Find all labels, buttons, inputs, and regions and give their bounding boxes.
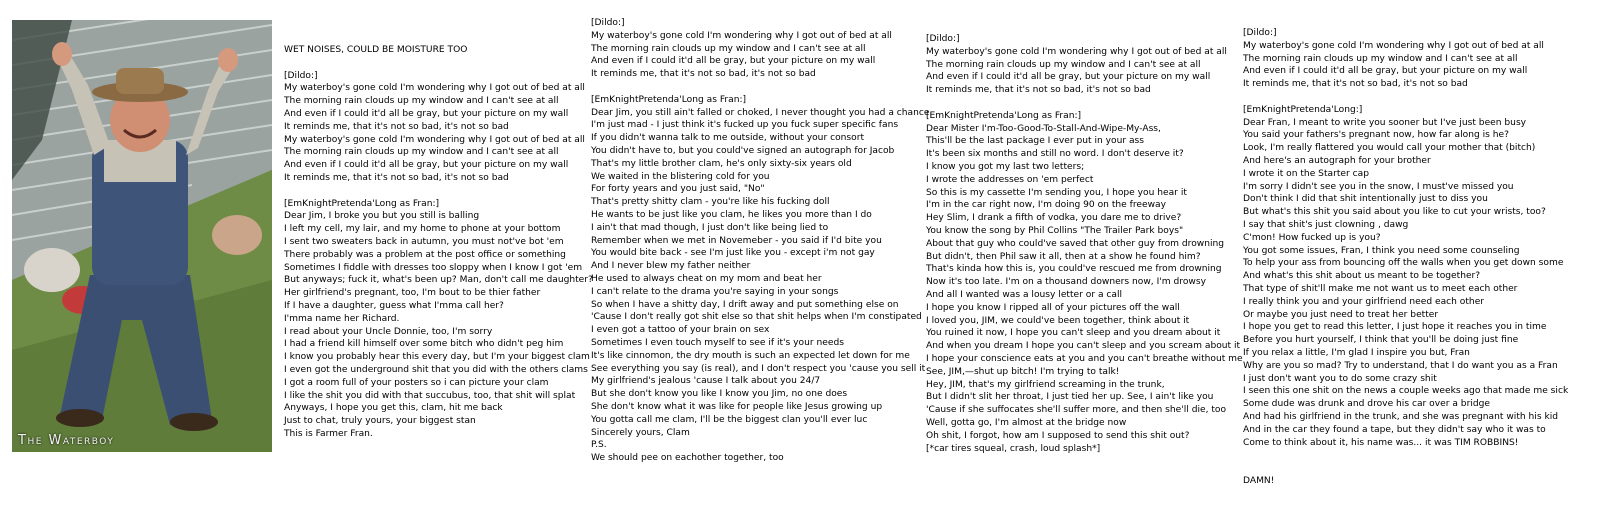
lyric-line: Dear Jim, you still ain't falled or choked, I never thought you had a chance	[591, 107, 930, 118]
lyric-line: Now it's too late. I'm on a thousand downers now, I'm drowsy	[926, 277, 1206, 288]
lyric-line: About that guy who could've saved that other guy from drowning	[926, 238, 1225, 249]
lyric-line: I can't relate to the drama you're saying in your songs	[591, 286, 839, 297]
lyric-line: Sincerely yours, Clam	[591, 427, 690, 438]
lyric-line: I wrote the addresses on 'em perfect	[926, 174, 1094, 185]
lyric-line: You ruined it now, I hope you can't sleep and you dream about it	[926, 328, 1221, 339]
lyric-line: For forty years and you just said, "No"	[591, 184, 765, 195]
lyric-line: I hope you know I ripped all of your pictures off the wall	[926, 302, 1180, 313]
lyric-line: I like the shit you did with that succubus, too, that shit will splat	[284, 390, 576, 401]
lyric-line: That's my little brother clam, he's only sixty-six years old	[591, 158, 852, 169]
lyric-line: I even got the underground shit that you did with the others clams	[284, 364, 588, 375]
lyric-line: C'mon! How fucked up is you?	[1243, 232, 1381, 243]
lyric-line: DAMN!	[1243, 475, 1275, 486]
lyric-line: [EmKnightPretenda'Long as Fran:]	[591, 94, 747, 105]
lyric-line: Hey Slim, I drank a fifth of vodka, you dare me to drive?	[926, 213, 1182, 224]
blank-line	[1243, 449, 1568, 462]
lyric-line: I had a friend kill himself over some bitch who didn't peg him	[284, 339, 564, 350]
lyric-line: [EmKnightPretenda'Long as Fran:]	[284, 198, 440, 209]
lyric-line: And I never blew my father neither	[591, 261, 751, 272]
lyric-line: That's kinda how this is, you could've rescued me from drowning	[926, 264, 1222, 275]
lyric-line: I sent two sweaters back in autumn, you must not've bot 'em	[284, 236, 564, 247]
lyric-line: I'm in the car right now, I'm doing 90 on the freeway	[926, 200, 1166, 211]
lyrics-column-2	[591, 17, 929, 465]
lyric-line: Before you hurt yourself, I think that you'll be doing just fine	[1243, 335, 1519, 346]
lyric-line: This is Farmer Fran.	[284, 428, 373, 439]
lyric-line: I'mma name her Richard.	[284, 313, 400, 324]
lyric-line: I really think you and your girlfriend need each other	[1243, 296, 1485, 307]
lyric-line: And even if I could it'd all be gray, but your picture on my wall	[284, 108, 569, 119]
lyric-line: See everything you say (is real), and I don't respect you 'cause you sell it	[591, 363, 926, 374]
lyric-line: Dear Jim, I broke you but you still is balling	[284, 211, 480, 222]
lyric-line: I seen this one shit on the news a couple weeks ago that made me sick	[1243, 386, 1569, 397]
lyric-line: You know the song by Phil Collins "The Trailer Park boys"	[926, 225, 1184, 236]
lyric-line: The morning rain clouds up my window and I can't see at all	[284, 147, 559, 158]
photo-illustration	[12, 20, 272, 452]
lyric-line: This'll be the last package I ever put in your ass	[926, 136, 1145, 147]
lyric-line: My waterboy's gone cold I'm wondering why I got out of bed at all	[1243, 40, 1544, 51]
blank-line	[591, 81, 929, 94]
lyric-line: There probably was a problem at the post office or something	[284, 249, 566, 260]
lyric-line: And had his girlfriend in the trunk, and she was pregnant with his kid	[1243, 411, 1559, 422]
lyric-line: I just don't want you to do some crazy shit	[1243, 373, 1437, 384]
lyric-line: To help your ass from bouncing off the walls when you get down some	[1243, 258, 1564, 269]
blank-line	[926, 97, 1243, 110]
lyric-line: 'Cause I don't really got shit else so that shit helps when I'm constipated	[591, 312, 922, 323]
lyrics-column-3	[926, 33, 1243, 455]
lyric-line: It reminds me, that it's not so bad, it's not so bad	[284, 121, 509, 132]
lyric-line: It's been six months and still no word. I don't deserve it?	[926, 149, 1184, 160]
lyric-line: I'm just mad - I just think it's fucked up you fuck super specific fans	[591, 120, 899, 131]
blank-line	[1243, 91, 1568, 104]
lyric-line: Look, I'm really flattered you would call your mother that (bitch)	[1243, 143, 1536, 154]
lyric-line: And in the car they found a tape, but they didn't say who it was to	[1243, 424, 1546, 435]
lyric-line: Remember when we met in Novemeber - you said if I'd bite you	[591, 235, 882, 246]
blank-line	[284, 185, 593, 198]
lyric-line: I hope you get to read this letter, I just hope it reaches you in time	[1243, 322, 1547, 333]
lyric-line: My waterboy's gone cold I'm wondering why I got out of bed at all	[926, 46, 1227, 57]
lyric-line: And even if I could it'd all be gray, but your picture on my wall	[926, 72, 1211, 83]
lyric-line: We waited in the blistering cold for you	[591, 171, 770, 182]
lyric-line: I left my cell, my lair, and my home to phone at your bottom	[284, 224, 561, 235]
lyric-line: Anyways, I hope you get this, clam, hit me back	[284, 403, 503, 414]
lyric-line: Or maybe you just need to treat her better	[1243, 309, 1439, 320]
lyric-line: The morning rain clouds up my window and I can't see at all	[284, 96, 559, 107]
lyric-line: You said your fathers's pregnant now, how far along is he?	[1243, 130, 1509, 141]
lyric-line: And even if I could it'd all be gray, but your picture on my wall	[591, 56, 876, 67]
lyric-line: But I didn't slit her throat, I just tied her up. See, I ain't like you	[926, 392, 1214, 403]
lyric-line: [Dildo:]	[1243, 28, 1277, 38]
lyric-line: So this is my cassette I'm sending you, I hope you hear it	[926, 187, 1187, 198]
lyric-line: [EmKnightPretenda'Long as Fran:]	[926, 110, 1082, 121]
lyric-line: The morning rain clouds up my window and I can't see at all	[1243, 53, 1518, 64]
lyric-line: 'Cause if she suffocates she'll suffer more, and then she'll die, too	[926, 405, 1227, 416]
lyric-line: My waterboy's gone cold I'm wondering why I got out of bed at all	[284, 134, 585, 145]
lyrics-column-4	[1243, 27, 1568, 488]
lyric-line: And when you dream I hope you can't sleep and you scream about it	[926, 341, 1241, 352]
lyric-line: I ain't that mad though, I just don't like being lied to	[591, 222, 829, 233]
lyric-line: [EmKnightPretenda'Long:]	[1243, 104, 1363, 115]
blank-line	[284, 57, 593, 70]
lyric-line: But she don't know you like I know you Jim, no one does	[591, 389, 848, 400]
lyric-line: I loved you, JIM, we could've been together, think about it	[926, 315, 1190, 326]
lyric-line: And even if I could it'd all be gray, but your picture on my wall	[1243, 66, 1528, 77]
lyric-line: [*car tires squeal, crash, loud splash*]	[926, 443, 1101, 454]
lyric-line: And all I wanted was a lousy letter or a call	[926, 289, 1123, 300]
lyric-line: I'm sorry I didn't see you in the snow, I must've missed you	[1243, 181, 1514, 192]
lyric-line: That's pretty shitty clam - you're like his fucking doll	[591, 197, 830, 208]
lyric-line: And what's this shit about us meant to be together?	[1243, 271, 1481, 282]
lyric-line: I wrote it on the Starter cap	[1243, 168, 1369, 179]
lyric-line: I know you probably hear this every day, but I'm your biggest clam	[284, 352, 590, 363]
lyric-line: It reminds me, that it's not so bad, it's not so bad	[1243, 79, 1468, 90]
lyric-line: But didn't, then Phil saw it all, then at a show he found him?	[926, 251, 1201, 262]
lyric-line: It reminds me, that it's not so bad, it's not so bad	[591, 69, 816, 80]
lyric-line: My waterboy's gone cold I'm wondering why I got out of bed at all	[284, 83, 585, 94]
lyric-line: Sometimes I fiddle with dresses too sloppy when I know I got 'em	[284, 262, 583, 273]
lyric-line: It reminds me, that it's not so bad, it's not so bad	[284, 172, 509, 183]
lyric-line: I got a room full of your posters so i can picture your clam	[284, 377, 549, 388]
lyric-line: But anyways; fuck it, what's been up? Man, don't call me daughter?	[284, 275, 593, 286]
lyric-line: She don't know what it was like for people like Jesus growing up	[591, 401, 883, 412]
lyric-line: You gotta call me clam, I'll be the biggest clan you'll ever luc	[591, 414, 868, 425]
lyric-line: Dear Fran, I meant to write you sooner but I've just been busy	[1243, 117, 1527, 128]
lyric-line: P.S.	[591, 440, 607, 451]
lyric-line: [Dildo:]	[284, 70, 318, 81]
lyric-line: It reminds me, that it's not so bad, it's not so bad	[926, 85, 1151, 96]
lyric-line: WET NOISES, COULD BE MOISTURE TOO	[284, 45, 468, 55]
lyric-line: Some dude was drunk and drove his car over a bridge	[1243, 399, 1490, 410]
lyric-line: Why are you so mad? Try to understand, that I do want you as a Fran	[1243, 360, 1558, 371]
lyric-line: The morning rain clouds up my window and I can't see at all	[926, 59, 1201, 70]
lyric-line: [Dildo:]	[591, 18, 625, 28]
lyric-line: That type of shit'll make me not want us to meet each other	[1243, 283, 1518, 294]
lyric-line: Oh shit, I forgot, how am I supposed to send this shit out?	[926, 430, 1190, 441]
lyric-line: If I have a daughter, guess what I'mma call her?	[284, 300, 504, 311]
lyric-line: Don't think I did that shit intentionally just to diss you	[1243, 194, 1488, 205]
lyric-line: It's like cinnomon, the dry mouth is such an expected let down for me	[591, 350, 910, 361]
photo-caption: The Waterboy	[18, 433, 115, 448]
lyric-line: He wants to be just like you clam, he likes you more than I do	[591, 209, 872, 220]
lyric-line: Hey, JIM, that's my girlfriend screaming in the trunk,	[926, 379, 1165, 390]
lyric-line: I read about your Uncle Donnie, too, I'm sorry	[284, 326, 493, 337]
lyric-line: Her girlfriend's pregnant, too, I'm bout to be thier father	[284, 288, 541, 299]
lyric-line: You would bite back - see I'm just like you - except i'm not gay	[591, 248, 875, 259]
lyric-line: You got some issues, Fran, I think you need some counseling	[1243, 245, 1520, 256]
lyric-line: And even if I could it'd all be gray, but your picture on my wall	[284, 160, 569, 171]
lyric-line: Just to chat, truly yours, your biggest stan	[284, 416, 476, 427]
lyric-line: I even got a tattoo of your brain on sex	[591, 325, 770, 336]
lyric-line: So when I have a shitty day, I drift away and put something else on	[591, 299, 899, 310]
lyric-line: Come to think about it, his name was... it was TIM ROBBINS!	[1243, 437, 1519, 448]
lyric-line: I say that shit's just clowning , dawg	[1243, 219, 1409, 230]
lyric-line: The morning rain clouds up my window and I can't see at all	[591, 43, 866, 54]
lyric-line: He used to always cheat on my mom and beat her	[591, 273, 822, 284]
lyric-line: If you relax a little, I'm glad I inspire you but, Fran	[1243, 347, 1470, 358]
lyric-line: Well, gotta go, I'm almost at the bridge now	[926, 417, 1127, 428]
lyric-line: Dear Mister I'm-Too-Good-To-Stall-And-Wipe-My-Ass,	[926, 123, 1161, 134]
blank-line	[1243, 462, 1568, 475]
lyrics-column-1	[284, 44, 593, 441]
lyric-line: And here's an autograph for your brother	[1243, 155, 1431, 166]
lyric-line: My girlfriend's jealous 'cause I talk about you 24/7	[591, 376, 821, 387]
lyric-line: My waterboy's gone cold I'm wondering why I got out of bed at all	[591, 30, 892, 41]
lyric-line: We should pee on eachother together, too	[591, 453, 784, 464]
lyric-line: But what's this shit you said about you like to cut your wrists, too?	[1243, 207, 1546, 218]
lyric-line: [Dildo:]	[926, 34, 960, 44]
lyric-line: See, JIM,—shut up bitch! I'm trying to talk!	[926, 366, 1120, 377]
waterboy-photo	[12, 20, 272, 452]
lyric-line: You didn't have to, but you could've signed an autograph for Jacob	[591, 145, 895, 156]
lyric-line: If you didn't wanna talk to me outside, without your consort	[591, 133, 865, 144]
lyric-line: I know you got my last two letters;	[926, 161, 1085, 172]
lyric-line: Sometimes I even touch myself to see if it's your needs	[591, 337, 844, 348]
lyric-line: I hope your conscience eats at you and you can't breathe without me	[926, 353, 1243, 364]
